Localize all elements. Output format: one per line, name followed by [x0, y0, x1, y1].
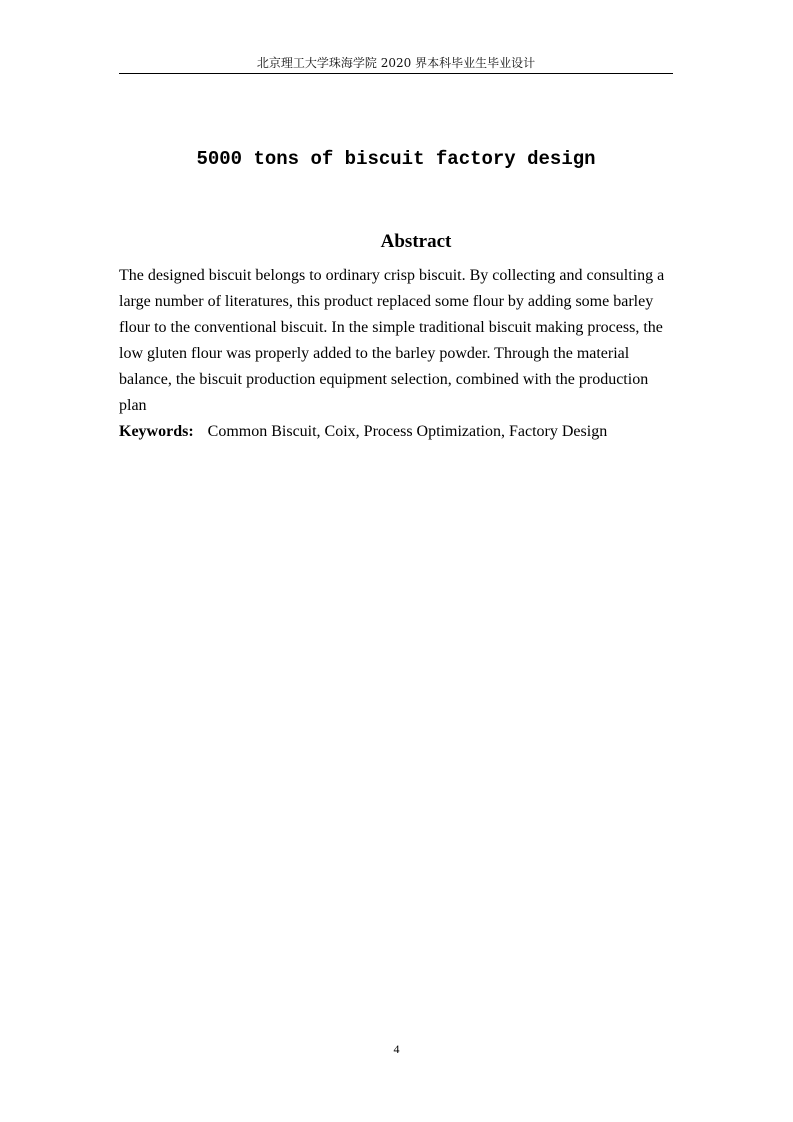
abstract-line: The designed biscuit belongs to ordinary crisp biscuit. By collecting and consulting a: [119, 267, 665, 284]
abstract-line: large number of literatures, this product replaced some flour by adding some barley: [119, 293, 654, 310]
abstract-line: flour to the conventional biscuit. In the simple traditional biscuit making process, the: [119, 319, 663, 336]
abstract-heading: Abstract: [380, 231, 452, 252]
abstract-line: low gluten flour was properly added to the barley powder. Through the material: [119, 345, 630, 362]
keywords-row: [119, 422, 607, 442]
keywords-label: Keywords:: [119, 423, 194, 440]
abstract-line: balance, the biscuit production equipment selection, combined with the production: [119, 371, 649, 388]
abstract-line: plan: [119, 397, 147, 414]
keywords-value: Common Biscuit, Coix, Process Optimization, Factory Design: [207, 423, 608, 440]
page-number: 4: [393, 1042, 400, 1056]
running-header: 北京理工大学珠海学院 2020 界本科毕业生毕业设计: [256, 56, 536, 70]
header-divider: [119, 73, 673, 74]
document-title: 5000 tons of biscuit factory design: [196, 148, 596, 170]
